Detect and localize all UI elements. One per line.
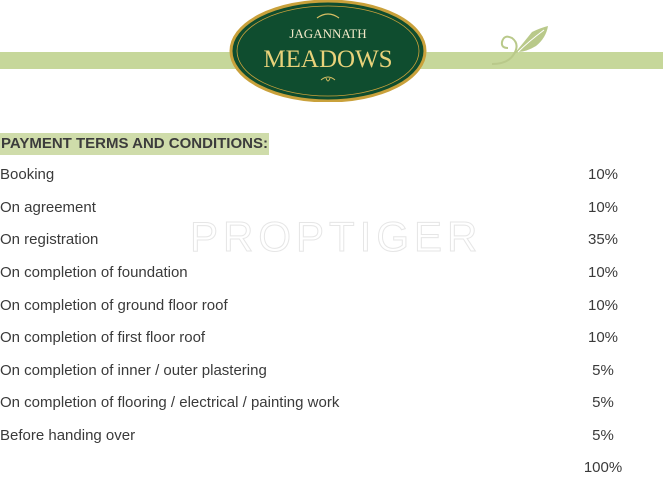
payment-terms-heading: PAYMENT TERMS AND CONDITIONS: [0, 133, 269, 155]
term-row [0, 426, 663, 446]
term-row [0, 393, 663, 413]
term-row [0, 328, 663, 348]
term-value: 10% [587, 297, 619, 314]
term-value: 10% [587, 199, 619, 216]
term-label: On completion of foundation [0, 264, 188, 281]
term-value: 10% [587, 329, 619, 346]
term-value: 5% [592, 394, 614, 411]
term-label: On registration [0, 231, 99, 248]
term-value: 35% [587, 231, 619, 248]
term-label: Before handing over [0, 427, 136, 444]
term-row [0, 296, 663, 316]
term-label: Booking [0, 166, 55, 183]
term-label: On completion of flooring / electrical / painting work [0, 394, 340, 411]
term-label: On completion of first floor roof [0, 329, 206, 346]
watermark: PROPTIGER [190, 213, 483, 260]
term-label: On completion of inner / outer plastering [0, 362, 267, 379]
jagannath-meadows-logo [229, 0, 427, 102]
term-value: 10% [587, 166, 619, 183]
term-row [0, 263, 663, 283]
term-row [0, 198, 663, 218]
leaf-swirl-icon [488, 24, 554, 70]
term-value: 10% [587, 264, 619, 281]
total-value: 100% [583, 459, 623, 476]
logo-line1: JAGANNATH [289, 26, 367, 41]
term-value: 5% [592, 427, 614, 444]
term-row [0, 361, 663, 381]
page-header [0, 0, 663, 110]
term-row [0, 165, 663, 185]
term-row [0, 230, 663, 250]
term-label: On agreement [0, 199, 96, 216]
term-value: 5% [592, 362, 614, 379]
logo-line2: MEADOWS [263, 46, 393, 73]
total-row [0, 458, 663, 478]
term-label: On completion of ground floor roof [0, 297, 228, 314]
